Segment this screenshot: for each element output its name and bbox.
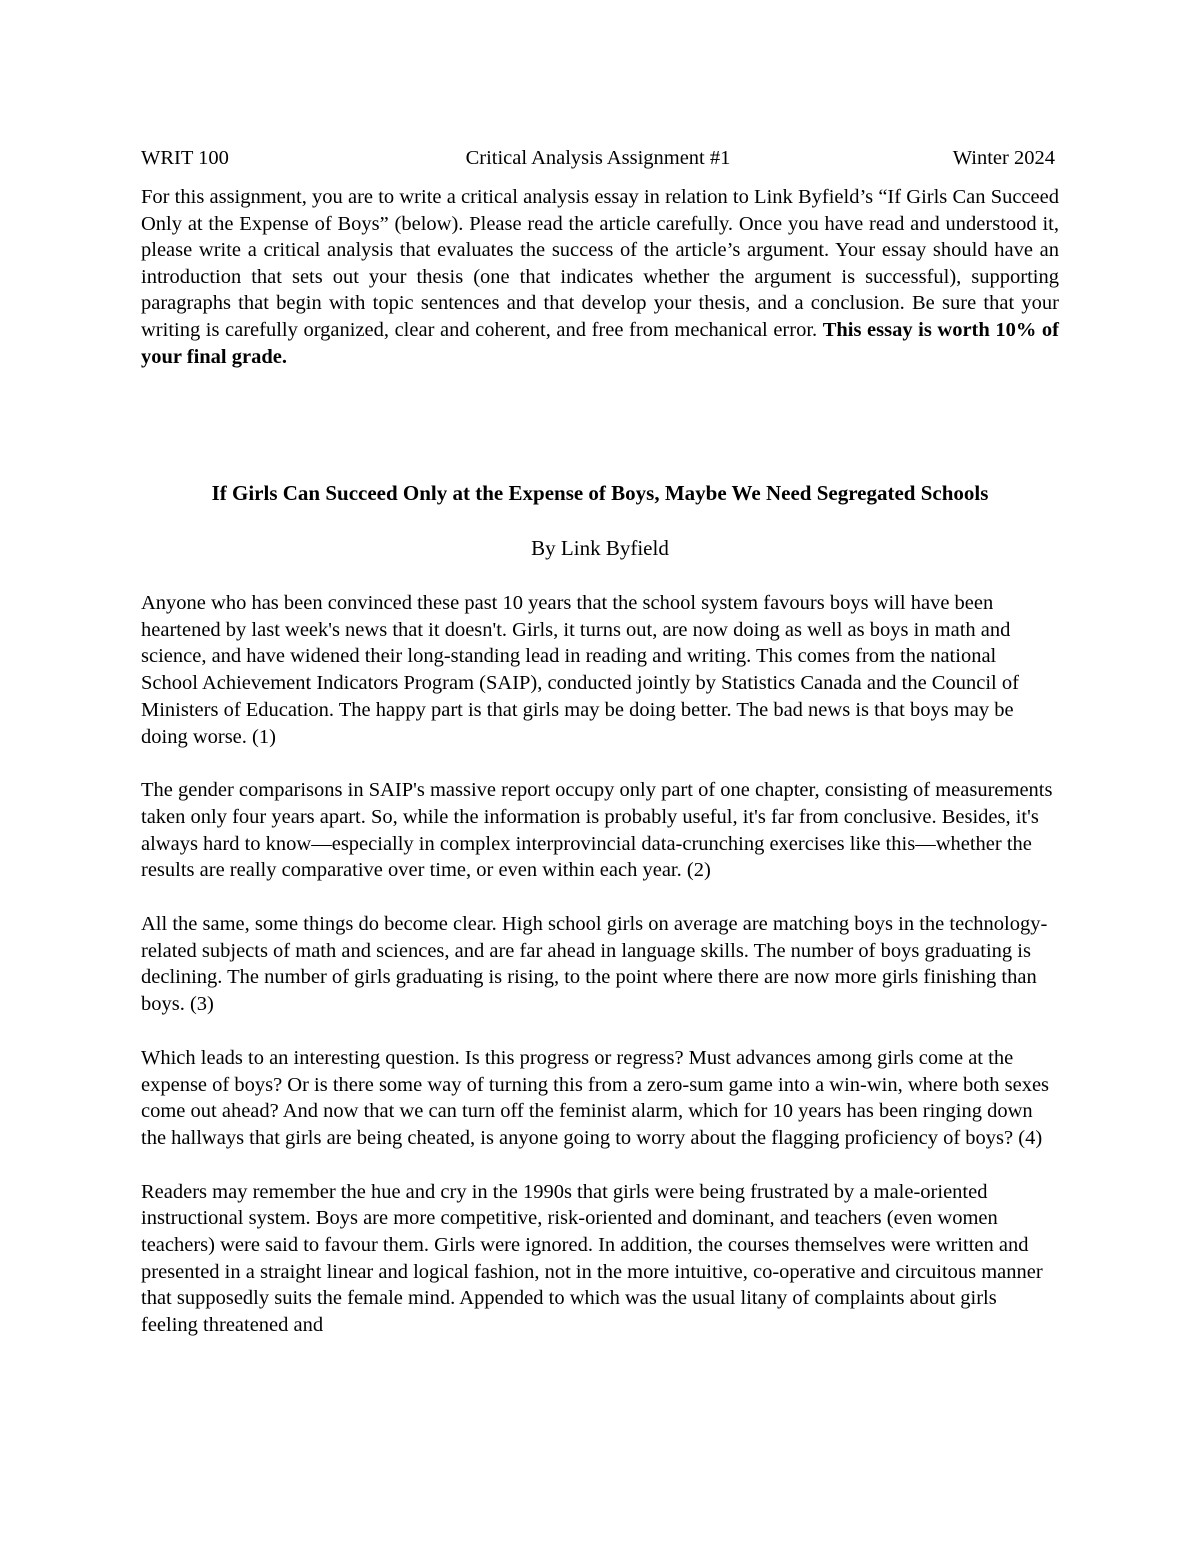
article-byline: By Link Byfield xyxy=(531,536,669,560)
article-paragraph: Readers may remember the hue and cry in the 1990s that girls were being frustrated by a male-oriented instructional system. Boys are more competitive, risk-oriented and dominant, and teachers (even women teachers) were said to favour them. Girls were ignored. In addition, the courses themselves were written and presented in a straight linear and logical fashion, not in the more intuitive, co-operative and circuitous manner that supposedly suits the female mind. Appended to which was the usual litany of complaints about girls feeling threatened and xyxy=(141,1180,1043,1337)
term: Winter 2024 xyxy=(952,147,1055,169)
instructions-text: For this assignment, you are to write a critical analysis essay in relation to Link Byfield’s “If Girls Can Succeed Only at the Expense of Boys” (below). Please read the article carefully. Once you have read and understood it, please write a critical analysis that evaluates the success of the article’s argument. Your essay should have an introduction that sets out your thesis (one that indicates whether the argument is successful), supporting paragraphs that begin with topic sentences and that develop your thesis, and a conclusion. Be sure that your writing is carefully organized, clear and coherent, and free from mechanical error. xyxy=(141,186,1059,341)
article-body xyxy=(141,590,1053,1366)
assignment-title: Critical Analysis Assignment #1 xyxy=(465,147,731,169)
page-header xyxy=(141,144,1055,172)
article-paragraph: Anyone who has been convinced these past 10 years that the school system favours boys will have been heartened by last week's news that it doesn't. Girls, it turns out, are now doing as well as boys in math and science, and have widened their long-standing lead in reading and writing. This comes from the national School Achievement Indicators Program (SAIP), conducted jointly by Statistics Canada and the Council of Ministers of Education. The happy part is that girls may be doing better. The bad news is that boys may be doing worse. (1) xyxy=(141,592,1019,748)
assignment-instructions xyxy=(141,184,1059,370)
article-paragraph: Which leads to an interesting question. Is this progress or regress? Must advances among girls come at the expense of boys? Or is there some way of turning this from a zero-sum game into a win-win, where both sexes come out ahead? And now that we can turn off the feminist alarm, which for 10 years has been ringing down the hallways that girls are being cheated, is anyone going to worry about the flagging proficiency of boys? (4) xyxy=(141,1046,1050,1149)
course-code: WRIT 100 xyxy=(141,147,229,169)
article-paragraph: The gender comparisons in SAIP's massive report occupy only part of one chapter, consisting of measurements taken only four years apart. So, while the information is probably useful, it's far from conclusive. Besides, it's always hard to know—especially in complex interprovincial data-crunching exercises like this—whether the results are really comparative over time, or even within each year. (2) xyxy=(141,779,1053,882)
article-paragraph: All the same, some things do become clear. High school girls on average are matching boys in the technology-related subjects of math and sciences, and are far ahead in language skills. The number of boys graduating is declining. The number of girls graduating is rising, to the point where there are now more girls finishing than boys. (3) xyxy=(141,913,1048,1016)
grade-weight-note: This essay is worth 10% of your final grade. xyxy=(141,318,1060,368)
article-title: If Girls Can Succeed Only at the Expense of Boys, Maybe We Need Segregated Schools xyxy=(211,481,989,505)
